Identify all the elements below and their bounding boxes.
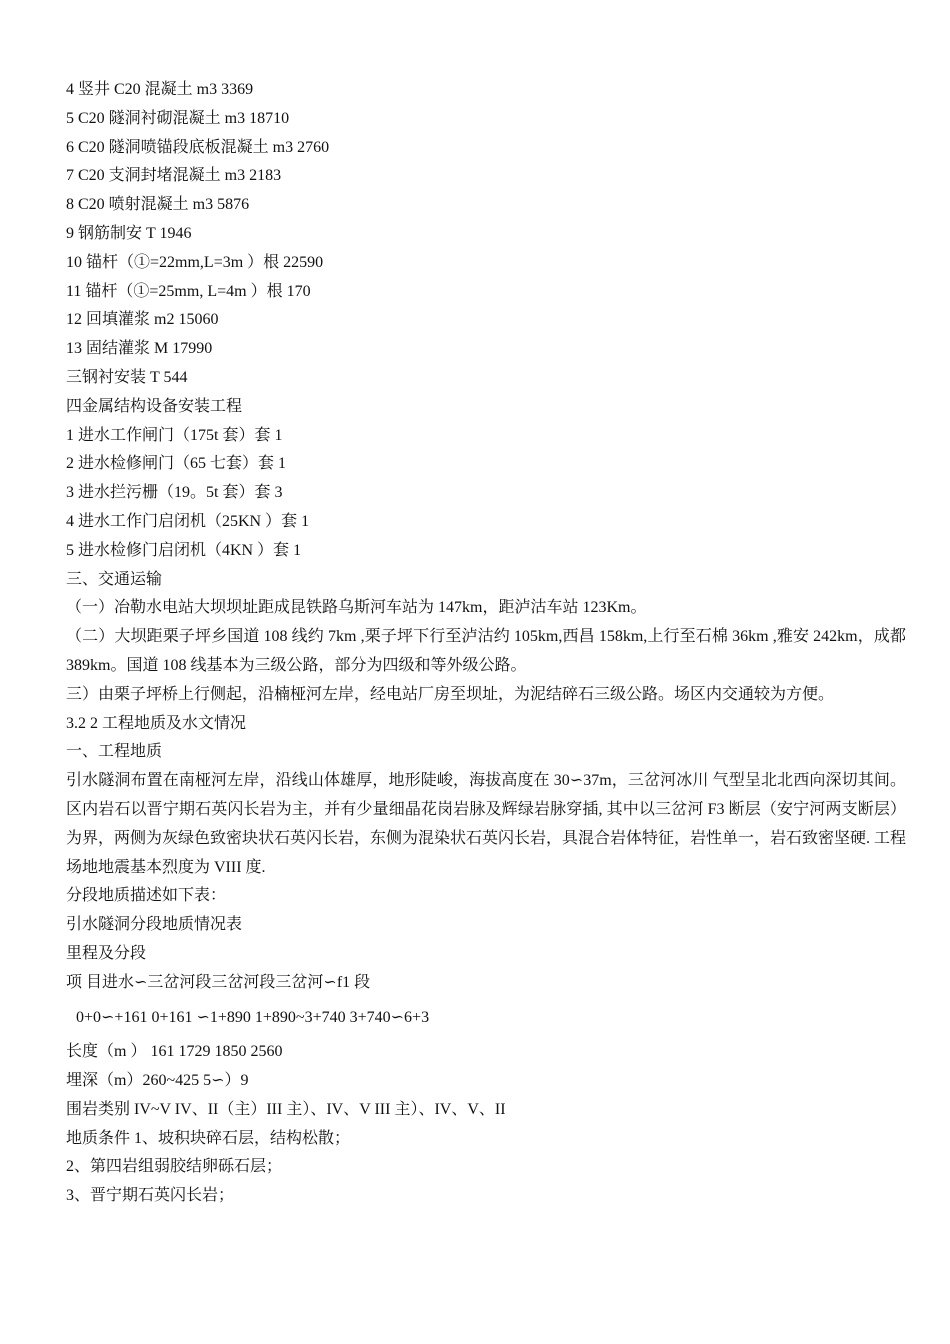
geology-heading: 一、工程地质 (66, 743, 163, 761)
traffic-paragraph: 三）由栗子坪桥上行侧起，沿楠桠河左岸，经电站厂房至坝址，为泥结碎石三级公路。场区内交通较为方便。 (66, 685, 835, 703)
list-item: 长度（m ） 161 1729 1850 2560 (66, 1043, 283, 1061)
list-item: 项 目进水∽三岔河段三岔河段三岔河∽f1 段 (66, 973, 371, 991)
list-item: 4 竖井 C20 混凝土 m3 3369 (66, 81, 254, 98)
mileage-row: 0+0∽+161 0+161 ∽1+890 1+890~3+740 3+740∽6+3 (76, 1008, 430, 1026)
list-item: 9 钢筋制安 T 1946 (66, 224, 192, 242)
geology-paragraph: 引水隧洞布置在南桠河左岸，沿线山体雄厚，地形陡峻，海拔高度在 30∽37m，三岔河冰川 气型呈北北西向深切其间。区内岩石以晋宁期石英闪长岩为主，并有少量细晶花岗岩脉及辉绿岩脉穿插, 其中以三岔河 F3 断层（安宁河两支断层）为界，两侧为灰绿色致密块状石英闪长岩，东侧为混染状石英闪长岩，具混合岩体特征，岩性单一，岩石致密坚硬. 工程场地地震基本烈度为 VIII 度. (66, 772, 907, 876)
list-item: 地质条件 1、坡积块碎石层，结构松散； (66, 1129, 351, 1147)
list-item: 里程及分段 (66, 944, 147, 962)
traffic-section (66, 594, 906, 709)
list-item: 6 C20 隧洞喷锚段底板混凝土 m3 2760 (66, 138, 330, 156)
list-item: 分段地质描述如下表： (66, 887, 227, 905)
section-heading: 3.2 2 工程地质及水文情况 (66, 714, 247, 732)
list-item: 围岩类别 IV~V IV、II（主）III 主）、IV、V III 主）、IV、V、II (66, 1100, 506, 1118)
list-heading: 四金属结构设备安装工程 (66, 397, 243, 415)
traffic-paragraph: （一）冶勒水电站大坝坝址距成昆铁路乌斯河车站为 147km，距泸沽车站 123Km。 (66, 599, 647, 617)
list-item: 5 进水检修门启闭机（4KN ）套 1 (66, 541, 302, 559)
list-item: 7 C20 支洞封堵混凝土 m3 2183 (66, 167, 282, 185)
list-item: 三钢衬安装 T 544 (66, 368, 188, 386)
document-page (66, 76, 906, 1211)
list-item: 4 进水工作门启闭机（25KN ）套 1 (66, 512, 310, 530)
section-heading-traffic: 三、交通运输 (66, 570, 163, 588)
list-item: 12 回填灌浆 m2 15060 (66, 311, 219, 329)
list-item: 13 固结灌浆 M 17990 (66, 340, 213, 358)
list-item: 11 锚杆（①=25mm, L=4m ）根 170 (66, 282, 311, 300)
quantity-list (66, 76, 906, 594)
list-item: 3 进水拦污栅（19。5t 套）套 3 (66, 484, 283, 502)
traffic-paragraph: （二）大坝距栗子坪乡国道 108 线约 7km ,栗子坪下行至泸沽约 105km,西昌 158km,上行至石棉 36km ,雅安 242km，成都 389km。国道 108 线基本为三级公路，部分为四级和等外级公路。 (66, 628, 906, 674)
list-item: 2 进水检修闸门（65 七套）套 1 (66, 455, 287, 473)
list-item: 5 C20 隧洞衬砌混凝土 m3 18710 (66, 109, 290, 127)
list-item: 2、第四岩组弱胶结卵砾石层； (66, 1158, 283, 1176)
list-item: 埋深（m）260~425 5∽）9 (66, 1072, 249, 1090)
table-title: 引水隧洞分段地质情况表 (66, 916, 243, 934)
list-item: 3、晋宁期石英闪长岩； (66, 1187, 235, 1205)
geology-table-text (66, 882, 906, 1211)
list-item: 8 C20 喷射混凝土 m3 5876 (66, 196, 250, 214)
list-item: 1 进水工作闸门（175t 套）套 1 (66, 426, 283, 444)
list-item: 10 锚杆（①=22mm,L=3m ）根 22590 (66, 253, 324, 271)
